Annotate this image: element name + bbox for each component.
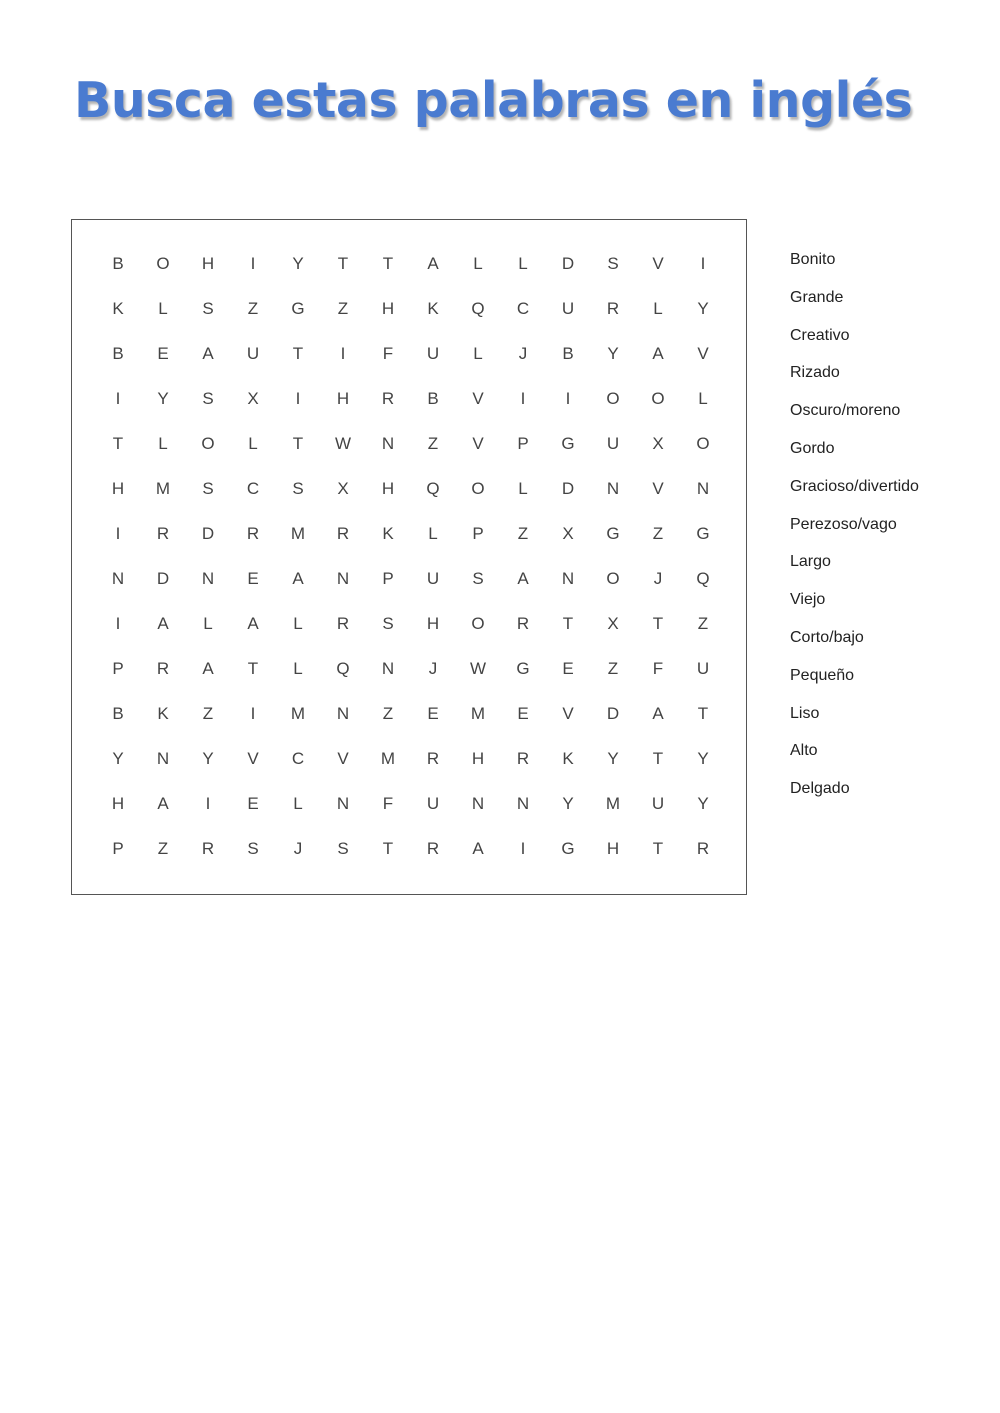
grid-letter[interactable]: S xyxy=(382,614,394,633)
grid-letter[interactable]: N xyxy=(381,659,395,678)
grid-letter[interactable]: K xyxy=(427,299,439,318)
grid-row xyxy=(72,564,746,594)
grid-letter[interactable]: L xyxy=(473,254,483,273)
grid-letter[interactable]: A xyxy=(652,704,664,723)
grid-letter[interactable]: U xyxy=(246,344,260,363)
grid-letter[interactable]: T xyxy=(112,434,124,453)
grid-letter[interactable]: P xyxy=(112,839,124,858)
grid-letter[interactable]: W xyxy=(469,659,487,678)
grid-letter[interactable]: M xyxy=(290,524,306,543)
grid-letter[interactable]: L xyxy=(248,434,258,453)
grid-letter[interactable]: T xyxy=(562,614,574,633)
grid-letter[interactable]: U xyxy=(696,659,710,678)
grid-letter[interactable]: G xyxy=(606,524,620,543)
grid-row xyxy=(72,699,746,729)
grid-letter[interactable]: I xyxy=(295,389,301,408)
grid-letter[interactable]: B xyxy=(112,344,124,363)
grid-letter[interactable]: I xyxy=(205,794,211,813)
grid-letter[interactable]: X xyxy=(562,524,574,543)
grid-letter[interactable]: H xyxy=(201,254,215,273)
grid-letter[interactable]: Y xyxy=(562,794,574,813)
grid-letter[interactable]: N xyxy=(471,794,485,813)
grid-letter[interactable]: B xyxy=(112,254,124,273)
grid-letter[interactable]: V xyxy=(247,749,259,768)
grid-letter[interactable]: E xyxy=(427,704,439,723)
word-list-item: Oscuro/moreno xyxy=(790,402,901,420)
grid-letter[interactable]: B xyxy=(562,344,574,363)
grid-letter[interactable]: G xyxy=(561,839,575,858)
grid-letter[interactable]: R xyxy=(156,659,170,678)
grid-letter[interactable]: U xyxy=(606,434,620,453)
grid-letter[interactable]: R xyxy=(156,524,170,543)
grid-letter[interactable]: T xyxy=(652,839,664,858)
grid-letter[interactable]: L xyxy=(473,344,483,363)
grid-letter[interactable]: N xyxy=(516,794,530,813)
grid-letter[interactable]: M xyxy=(290,704,306,723)
grid-letter[interactable]: I xyxy=(520,839,526,858)
grid-letter[interactable]: A xyxy=(157,614,169,633)
grid-letter[interactable]: F xyxy=(382,344,394,363)
grid-letter[interactable]: U xyxy=(426,344,440,363)
grid-letter[interactable]: Z xyxy=(247,299,259,318)
grid-letter[interactable]: D xyxy=(156,569,170,588)
word-list-item: Delgado xyxy=(790,780,850,798)
grid-letter[interactable]: O xyxy=(606,389,620,408)
grid-letter[interactable]: R xyxy=(426,749,440,768)
grid-letter[interactable]: V xyxy=(562,704,574,723)
grid-letter[interactable]: N xyxy=(606,479,620,498)
grid-letter[interactable]: T xyxy=(382,839,394,858)
grid-letter[interactable]: L xyxy=(158,434,168,453)
grid-letter[interactable]: I xyxy=(250,704,256,723)
grid-letter[interactable]: N xyxy=(381,434,395,453)
page-title: Busca estas palabras en inglés xyxy=(74,72,913,129)
grid-letter[interactable]: N xyxy=(336,569,350,588)
grid-letter[interactable]: O xyxy=(696,434,710,453)
grid-letter[interactable]: Z xyxy=(202,704,214,723)
grid-letter[interactable]: L xyxy=(518,479,528,498)
grid-letter[interactable]: F xyxy=(382,794,394,813)
grid-letter[interactable]: D xyxy=(561,479,575,498)
grid-row xyxy=(72,339,746,369)
grid-letter[interactable]: P xyxy=(472,524,484,543)
grid-letter[interactable]: T xyxy=(247,659,259,678)
grid-letter[interactable]: T xyxy=(292,434,304,453)
grid-letter[interactable]: L xyxy=(698,389,708,408)
grid-letter[interactable]: E xyxy=(247,794,259,813)
grid-letter[interactable]: A xyxy=(247,614,259,633)
grid-letter[interactable]: H xyxy=(111,479,125,498)
grid-letter[interactable]: I xyxy=(115,524,121,543)
word-list-item: Liso xyxy=(790,704,820,722)
grid-letter[interactable]: V xyxy=(652,479,664,498)
word-list-item: Pequeño xyxy=(790,666,855,684)
grid-letter[interactable]: F xyxy=(652,659,664,678)
word-list-item: Gordo xyxy=(790,439,835,457)
grid-letter[interactable]: Z xyxy=(517,524,529,543)
grid-letter[interactable]: X xyxy=(652,434,664,453)
grid-letter[interactable]: Y xyxy=(697,794,709,813)
word-list-item: Rizado xyxy=(790,364,840,382)
grid-letter[interactable]: J xyxy=(653,569,663,588)
grid-letter[interactable]: Y xyxy=(697,299,709,318)
grid-letter[interactable]: M xyxy=(605,794,621,813)
grid-letter[interactable]: Y xyxy=(607,344,619,363)
grid-letter[interactable]: A xyxy=(517,569,529,588)
grid-letter[interactable]: H xyxy=(111,794,125,813)
grid-letter[interactable]: N xyxy=(111,569,125,588)
grid-letter[interactable]: A xyxy=(292,569,304,588)
grid-letter[interactable]: A xyxy=(202,659,214,678)
grid-letter[interactable]: R xyxy=(516,614,530,633)
grid-letter[interactable]: S xyxy=(247,839,259,858)
grid-letter[interactable]: S xyxy=(202,299,214,318)
grid-letter[interactable]: X xyxy=(247,389,259,408)
grid-letter[interactable]: T xyxy=(652,749,664,768)
grid-letter[interactable]: X xyxy=(337,479,349,498)
grid-letter[interactable]: T xyxy=(652,614,664,633)
grid-letter[interactable]: T xyxy=(292,344,304,363)
grid-letter[interactable]: C xyxy=(291,749,305,768)
word-list-item: Gracioso/divertido xyxy=(790,477,919,495)
grid-letter[interactable]: N xyxy=(201,569,215,588)
grid-letter[interactable]: Y xyxy=(607,749,619,768)
grid-letter[interactable]: K xyxy=(112,299,124,318)
grid-letter[interactable]: Z xyxy=(382,704,394,723)
grid-letter[interactable]: S xyxy=(472,569,484,588)
grid-letter[interactable]: V xyxy=(337,749,349,768)
grid-letter[interactable]: V xyxy=(697,344,709,363)
grid-letter[interactable]: Y xyxy=(157,389,169,408)
grid-letter[interactable]: L xyxy=(653,299,663,318)
grid-letter[interactable]: I xyxy=(565,389,571,408)
grid-letter[interactable]: H xyxy=(606,839,620,858)
grid-letter[interactable]: L xyxy=(293,614,303,633)
grid-letter[interactable]: Y xyxy=(112,749,124,768)
grid-letter[interactable]: A xyxy=(652,344,664,363)
grid-row xyxy=(72,384,746,414)
grid-letter[interactable]: D xyxy=(201,524,215,543)
grid-row xyxy=(72,474,746,504)
grid-letter[interactable]: Z xyxy=(652,524,664,543)
grid-letter[interactable]: N xyxy=(696,479,710,498)
grid-letter[interactable]: S xyxy=(607,254,619,273)
word-list-item: Creativo xyxy=(790,326,850,344)
word-list xyxy=(790,248,919,815)
grid-letter[interactable]: N xyxy=(156,749,170,768)
grid-letter[interactable]: Z xyxy=(337,299,349,318)
grid-letter[interactable]: O xyxy=(471,479,485,498)
word-list-item: Bonito xyxy=(790,251,836,268)
grid-letter[interactable]: L xyxy=(293,794,303,813)
grid-letter[interactable]: P xyxy=(517,434,529,453)
grid-letter[interactable]: E xyxy=(562,659,574,678)
grid-letter[interactable]: H xyxy=(381,299,395,318)
grid-letter[interactable]: M xyxy=(380,749,396,768)
grid-letter[interactable]: P xyxy=(112,659,124,678)
grid-letter[interactable]: M xyxy=(470,704,486,723)
grid-letter[interactable]: C xyxy=(246,479,260,498)
word-list-item: Alto xyxy=(790,742,818,760)
grid-letter[interactable]: K xyxy=(382,524,394,543)
grid-letter[interactable]: I xyxy=(700,254,706,273)
grid-letter[interactable]: T xyxy=(337,254,349,273)
word-search-grid xyxy=(71,219,747,895)
grid-letter[interactable]: R xyxy=(201,839,215,858)
grid-letter[interactable]: Z xyxy=(697,614,709,633)
grid-letter[interactable]: G xyxy=(291,299,305,318)
grid-row xyxy=(72,834,746,864)
grid-letter[interactable]: G xyxy=(561,434,575,453)
grid-letter[interactable]: I xyxy=(115,389,121,408)
grid-letter[interactable]: A xyxy=(472,839,484,858)
grid-letter[interactable]: A xyxy=(427,254,439,273)
grid-letter[interactable]: Y xyxy=(202,749,214,768)
word-list-item: Largo xyxy=(790,553,831,571)
word-list-item: Perezoso/vago xyxy=(790,515,897,533)
grid-letter[interactable]: D xyxy=(606,704,620,723)
word-list-item: Corto/bajo xyxy=(790,628,864,646)
grid-letter[interactable]: W xyxy=(334,434,352,453)
grid-letter[interactable]: R xyxy=(516,749,530,768)
grid-letter[interactable]: R xyxy=(426,839,440,858)
grid-letter[interactable]: U xyxy=(651,794,665,813)
grid-letter[interactable]: U xyxy=(561,299,575,318)
grid-letter[interactable]: K xyxy=(562,749,574,768)
grid-letter[interactable]: R xyxy=(606,299,620,318)
grid-letter[interactable]: M xyxy=(155,479,171,498)
grid-letter[interactable]: H xyxy=(381,479,395,498)
word-list-item: Grande xyxy=(790,288,844,306)
grid-letter[interactable]: T xyxy=(382,254,394,273)
grid-row xyxy=(72,519,746,549)
grid-letter[interactable]: O xyxy=(156,254,170,273)
grid-letter[interactable]: O xyxy=(606,569,620,588)
grid-letter[interactable]: N xyxy=(336,794,350,813)
grid-letter[interactable]: I xyxy=(520,389,526,408)
grid-letter[interactable]: G xyxy=(696,524,710,543)
grid-row xyxy=(72,294,746,324)
grid-letter[interactable]: I xyxy=(340,344,346,363)
grid-row xyxy=(72,789,746,819)
grid-letter[interactable]: A xyxy=(202,344,214,363)
grid-letter[interactable]: C xyxy=(516,299,530,318)
grid-letter[interactable]: N xyxy=(561,569,575,588)
grid-letter[interactable]: Y xyxy=(697,749,709,768)
grid-letter[interactable]: E xyxy=(247,569,259,588)
grid-letter[interactable]: S xyxy=(292,479,304,498)
grid-letter[interactable]: A xyxy=(157,794,169,813)
grid-letter[interactable]: L xyxy=(158,299,168,318)
grid-letter[interactable]: E xyxy=(157,344,169,363)
grid-letter[interactable]: H xyxy=(426,614,440,633)
grid-letter[interactable]: R xyxy=(336,614,350,633)
grid-letter[interactable]: K xyxy=(157,704,169,723)
grid-letter[interactable]: H xyxy=(471,749,485,768)
grid-letter[interactable]: R xyxy=(336,524,350,543)
grid-letter[interactable]: D xyxy=(561,254,575,273)
grid-letter[interactable]: N xyxy=(336,704,350,723)
grid-letter[interactable]: X xyxy=(607,614,619,633)
grid-row xyxy=(72,744,746,774)
grid-letter[interactable]: B xyxy=(112,704,124,723)
grid-letter[interactable]: L xyxy=(428,524,438,543)
grid-letter[interactable]: Q xyxy=(696,569,710,588)
grid-letter[interactable]: B xyxy=(427,389,439,408)
grid-letter[interactable]: R xyxy=(381,389,395,408)
grid-letter[interactable]: Y xyxy=(292,254,304,273)
grid-letter[interactable]: J xyxy=(518,344,528,363)
grid-letter[interactable]: H xyxy=(336,389,350,408)
grid-letter[interactable]: O xyxy=(651,389,665,408)
grid-letter[interactable]: T xyxy=(697,704,709,723)
grid-letter[interactable]: S xyxy=(202,389,214,408)
grid-letter[interactable]: O xyxy=(471,614,485,633)
grid-letter[interactable]: Z xyxy=(427,434,439,453)
grid-letter[interactable]: L xyxy=(203,614,213,633)
grid-letter[interactable]: U xyxy=(426,794,440,813)
grid-letter[interactable]: R xyxy=(246,524,260,543)
grid-letter[interactable]: R xyxy=(696,839,710,858)
grid-letter[interactable]: Q xyxy=(471,299,485,318)
grid-row xyxy=(72,654,746,684)
grid-letter[interactable]: E xyxy=(517,704,529,723)
grid-letter[interactable]: S xyxy=(337,839,349,858)
grid-letter[interactable]: Z xyxy=(157,839,169,858)
grid-letter[interactable]: S xyxy=(202,479,214,498)
grid-letter[interactable]: V xyxy=(652,254,664,273)
grid-letter[interactable]: G xyxy=(516,659,530,678)
grid-letter[interactable]: I xyxy=(115,614,121,633)
grid-letter[interactable]: P xyxy=(382,569,394,588)
grid-letter[interactable]: V xyxy=(472,389,484,408)
grid-letter[interactable]: U xyxy=(426,569,440,588)
grid-letter[interactable]: Z xyxy=(607,659,619,678)
grid-letter[interactable]: J xyxy=(293,839,303,858)
grid-letter[interactable]: O xyxy=(201,434,215,453)
grid-letter[interactable]: L xyxy=(293,659,303,678)
grid-letter[interactable]: Q xyxy=(336,659,350,678)
grid-row xyxy=(72,609,746,639)
grid-letter[interactable]: Q xyxy=(426,479,440,498)
grid-row xyxy=(72,429,746,459)
grid-letter[interactable]: L xyxy=(518,254,528,273)
grid-letter[interactable]: J xyxy=(428,659,438,678)
grid-letter[interactable]: V xyxy=(472,434,484,453)
grid-row xyxy=(72,249,746,279)
grid-letter[interactable]: I xyxy=(250,254,256,273)
word-list-item: Viejo xyxy=(790,591,826,609)
